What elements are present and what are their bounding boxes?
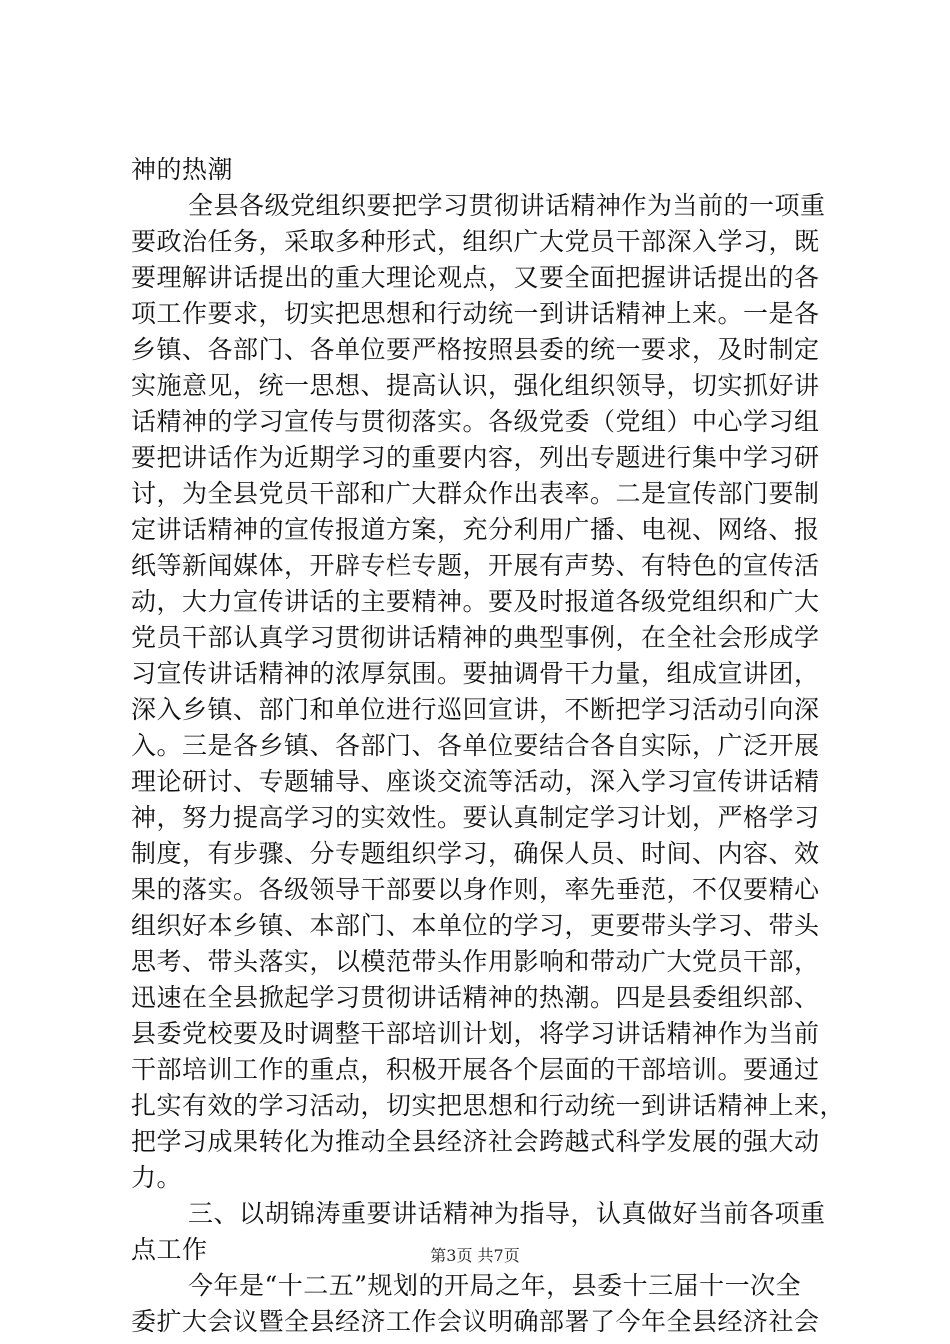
text-line: 制度，有步骤、分专题组织学习，确保人员、时间、内容、效 — [131, 839, 820, 868]
text-line: 委扩大会议暨全县经济工作会议明确部署了今年全县经济社会 — [131, 1307, 820, 1336]
text-line: 把学习成果转化为推动全县经济社会跨越式科学发展的强大动 — [131, 1127, 820, 1156]
text-line: 组织好本乡镇、本部门、本单位的学习，更要带头学习、带头 — [131, 911, 820, 940]
text-line: 实施意见，统一思想、提高认识，强化组织领导，切实抓好讲 — [131, 371, 820, 400]
text-line: 纸等新闻媒体，开辟专栏专题，开展有声势、有特色的宣传活 — [131, 551, 820, 580]
paragraph-start-line: 今年是“十二五”规划的开局之年，县委十三届十一次全 — [188, 1271, 802, 1300]
text-line: 果的落实。各级领导干部要以身作则，率先垂范，不仅要精心 — [131, 875, 820, 904]
text-line: 要把讲话作为近期学习的重要内容，列出专题进行集中学习研 — [131, 443, 820, 472]
text-line: 干部培训工作的重点，积极开展各个层面的干部培训。要通过 — [131, 1055, 820, 1084]
text-line: 党员干部认真学习贯彻讲话精神的典型事例，在全社会形成学 — [131, 623, 820, 652]
section-heading-line: 点工作 — [131, 1235, 208, 1264]
text-line: 讨，为全县党员干部和广大群众作出表率。二是宣传部门要制 — [131, 479, 820, 508]
page-footer — [0, 1245, 950, 1267]
text-line: 理论研讨、专题辅导、座谈交流等活动，深入学习宣传讲话精 — [131, 767, 820, 796]
text-line: 神的热潮 — [131, 155, 234, 184]
text-line: 项工作要求，切实把思想和行动统一到讲话精神上来。一是各 — [131, 299, 820, 328]
text-line: 动，大力宣传讲话的主要精神。要及时报道各级党组织和广大 — [131, 587, 820, 616]
text-line: 习宣传讲话精神的浓厚氛围。要抽调骨干力量，组成宣讲团， — [131, 659, 820, 688]
text-line: 神，努力提高学习的实效性。要认真制定学习计划，严格学习 — [131, 803, 820, 832]
text-line: 迅速在全县掀起学习贯彻讲话精神的热潮。四是县委组织部、 — [131, 983, 820, 1012]
document-body — [131, 152, 846, 1340]
text-line: 扎实有效的学习活动，切实把思想和行动统一到讲话精神上来， — [131, 1091, 846, 1120]
text-line: 力。 — [131, 1163, 183, 1192]
text-line: 深入乡镇、部门和单位进行巡回宣讲，不断把学习活动引向深 — [131, 695, 820, 724]
text-line: 定讲话精神的宣传报道方案，充分利用广播、电视、网络、报 — [131, 515, 820, 544]
text-line: 思考、带头落实，以模范带头作用影响和带动广大党员干部， — [131, 947, 820, 976]
text-line: 乡镇、各部门、各单位要严格按照县委的统一要求，及时制定 — [131, 335, 820, 364]
paragraph-start-line: 全县各级党组织要把学习贯彻讲话精神作为当前的一项重 — [188, 191, 826, 220]
text-line: 要理解讲话提出的重大理论观点，又要全面把握讲话提出的各 — [131, 263, 820, 292]
text-line: 要政治任务，采取多种形式，组织广大党员干部深入学习，既 — [131, 227, 820, 256]
text-line: 县委党校要及时调整干部培训计划，将学习讲话精神作为当前 — [131, 1019, 820, 1048]
section-heading-line: 三、以胡锦涛重要讲话精神为指导，认真做好当前各项重 — [188, 1199, 826, 1228]
page-number-label: 第3页 共7页 — [430, 1246, 520, 1265]
text-line: 入。三是各乡镇、各部门、各单位要结合各自实际，广泛开展 — [131, 731, 820, 760]
text-line: 话精神的学习宣传与贯彻落实。各级党委（党组）中心学习组 — [131, 407, 820, 436]
